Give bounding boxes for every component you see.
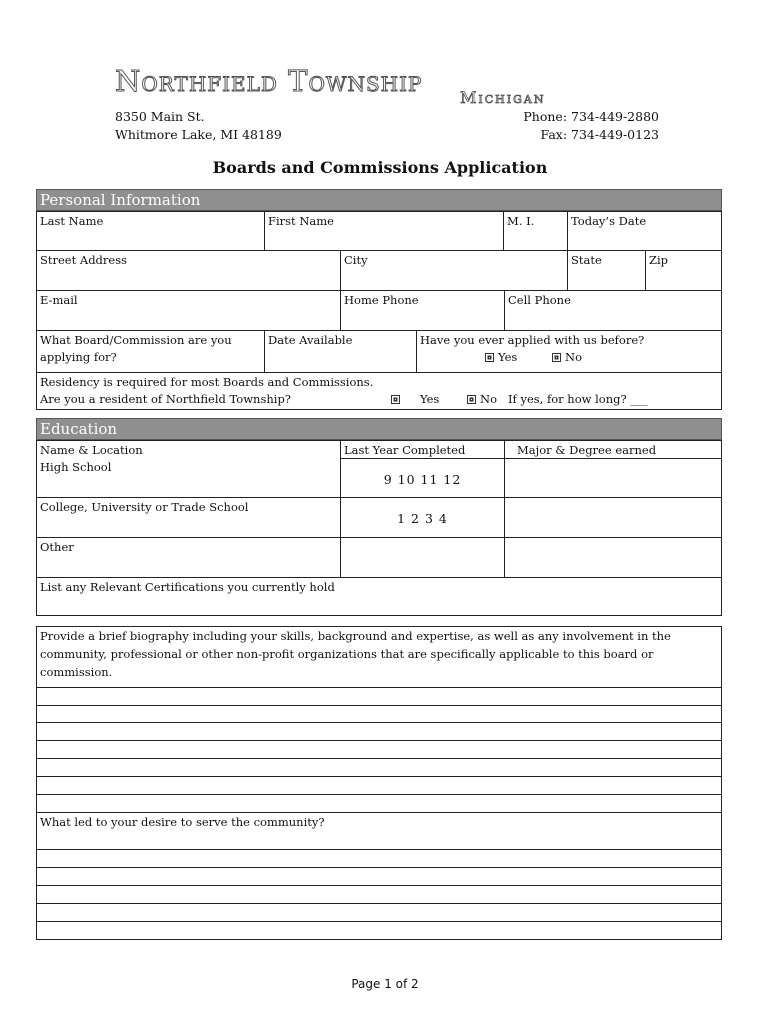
- high-school-label: High School: [40, 460, 112, 474]
- city-field[interactable]: [340, 250, 568, 291]
- education-col-name: [36, 440, 341, 459]
- middle-initial-label: M. I.: [507, 214, 535, 228]
- other-major-field[interactable]: [504, 537, 722, 578]
- college-label: College, University or Trade School: [40, 500, 249, 514]
- applied-no-option[interactable]: [552, 349, 582, 366]
- board-question-line1: What Board/Commission are you: [40, 333, 232, 347]
- certifications-field[interactable]: [36, 577, 722, 616]
- last-name-field[interactable]: [36, 211, 265, 251]
- desire-line-4[interactable]: [36, 903, 722, 904]
- state-field[interactable]: [567, 250, 646, 291]
- board-question-line2: applying for?: [40, 350, 117, 364]
- address-line-1: 8350 Main St.: [115, 109, 205, 124]
- desire-line-1[interactable]: [36, 849, 722, 850]
- board-commission-field[interactable]: [36, 330, 265, 373]
- applied-yes-label: Yes: [498, 350, 518, 364]
- city-label: City: [344, 253, 368, 267]
- other-label: Other: [40, 540, 74, 554]
- applied-yes-checkbox[interactable]: [485, 353, 494, 362]
- education-col-year: [340, 440, 505, 459]
- resident-yes-checkbox[interactable]: [391, 395, 400, 404]
- todays-date-field[interactable]: [567, 211, 722, 251]
- date-available-field[interactable]: [264, 330, 417, 373]
- desire-line-3[interactable]: [36, 885, 722, 886]
- desire-prompt: What led to your desire to serve the community?: [40, 815, 325, 829]
- state-label: State: [571, 253, 602, 267]
- email-field[interactable]: [36, 290, 341, 331]
- page-title: Boards and Commissions Application: [212, 158, 548, 177]
- resident-yes-label: Yes: [420, 392, 440, 406]
- todays-date-label: Today’s Date: [571, 214, 647, 228]
- fax-number: Fax: 734-449-0123: [540, 127, 659, 142]
- bio-line-4[interactable]: [36, 740, 722, 741]
- major-degree-label: Major & Degree earned: [517, 443, 657, 457]
- applied-no-checkbox[interactable]: [552, 353, 561, 362]
- bio-line-1[interactable]: [36, 687, 722, 688]
- applied-before-group: [416, 330, 722, 373]
- biography-box: [36, 626, 722, 940]
- home-phone-field[interactable]: [340, 290, 505, 331]
- last-year-label: Last Year Completed: [344, 443, 466, 457]
- applied-no-label: No: [565, 350, 582, 364]
- home-phone-label: Home Phone: [344, 293, 419, 307]
- education-col-major: [504, 440, 722, 459]
- date-available-label: Date Available: [268, 333, 353, 347]
- resident-question: Are you a resident of Northfield Township?: [40, 392, 291, 406]
- email-label: E-mail: [40, 293, 78, 307]
- zip-label: Zip: [649, 253, 669, 267]
- residency-note: Residency is required for most Boards and Commissions.: [40, 375, 374, 389]
- state-logo-text: Michigan: [460, 88, 546, 107]
- resident-no-option[interactable]: [467, 391, 497, 408]
- resident-no-checkbox[interactable]: [467, 395, 476, 404]
- residency-row: [36, 372, 722, 410]
- certifications-label: List any Relevant Certifications you currently hold: [40, 580, 335, 594]
- resident-yes-option[interactable]: [391, 391, 439, 408]
- college-major-field[interactable]: [504, 497, 722, 538]
- street-address-label: Street Address: [40, 253, 128, 267]
- first-name-field[interactable]: [264, 211, 504, 251]
- address-line-2: Whitmore Lake, MI 48189: [115, 127, 282, 142]
- college-years: 1 2 3 4: [397, 511, 448, 526]
- college-field[interactable]: [36, 497, 341, 538]
- high-school-field[interactable]: [36, 458, 341, 498]
- township-logo: Northfield Township: [115, 64, 423, 98]
- street-address-field[interactable]: [36, 250, 341, 291]
- bio-line-2[interactable]: [36, 705, 722, 706]
- personal-info-header: Personal Information: [36, 189, 722, 211]
- contact-block: [523, 108, 659, 144]
- middle-initial-field[interactable]: [503, 211, 568, 251]
- education-header: Education: [36, 418, 722, 440]
- bio-line-6[interactable]: [36, 776, 722, 777]
- applied-yes-option[interactable]: [485, 349, 517, 366]
- last-name-label: Last Name: [40, 214, 104, 228]
- first-name-label: First Name: [268, 214, 334, 228]
- desire-line-2[interactable]: [36, 867, 722, 868]
- cell-phone-label: Cell Phone: [508, 293, 571, 307]
- college-year-field[interactable]: [340, 497, 505, 538]
- zip-field[interactable]: [645, 250, 722, 291]
- high-school-major-field[interactable]: [504, 458, 722, 498]
- resident-no-label: No: [480, 392, 497, 406]
- address-block: [115, 108, 282, 144]
- bio-line-5[interactable]: [36, 758, 722, 759]
- high-school-year-field[interactable]: [340, 458, 505, 498]
- bio-line-3[interactable]: [36, 722, 722, 723]
- applied-before-label: Have you ever applied with us before?: [420, 333, 645, 347]
- name-location-label: Name & Location: [40, 443, 143, 457]
- bio-line-7[interactable]: [36, 794, 722, 795]
- high-school-years: 9 10 11 12: [383, 472, 462, 487]
- desire-line-5[interactable]: [36, 921, 722, 922]
- other-year-field[interactable]: [340, 537, 505, 578]
- resident-how-long[interactable]: If yes, for how long? ___: [508, 392, 648, 406]
- page-number: Page 1 of 2: [351, 977, 419, 991]
- biography-prompt: Provide a brief biography including your skills, background and expertise, as well as any involvement in the community, professional or other non-profit organizations that are specifically applicable to this board or commission.: [40, 629, 671, 679]
- phone-number: Phone: 734-449-2880: [523, 109, 659, 124]
- cell-phone-field[interactable]: [504, 290, 722, 331]
- other-education-field[interactable]: [36, 537, 341, 578]
